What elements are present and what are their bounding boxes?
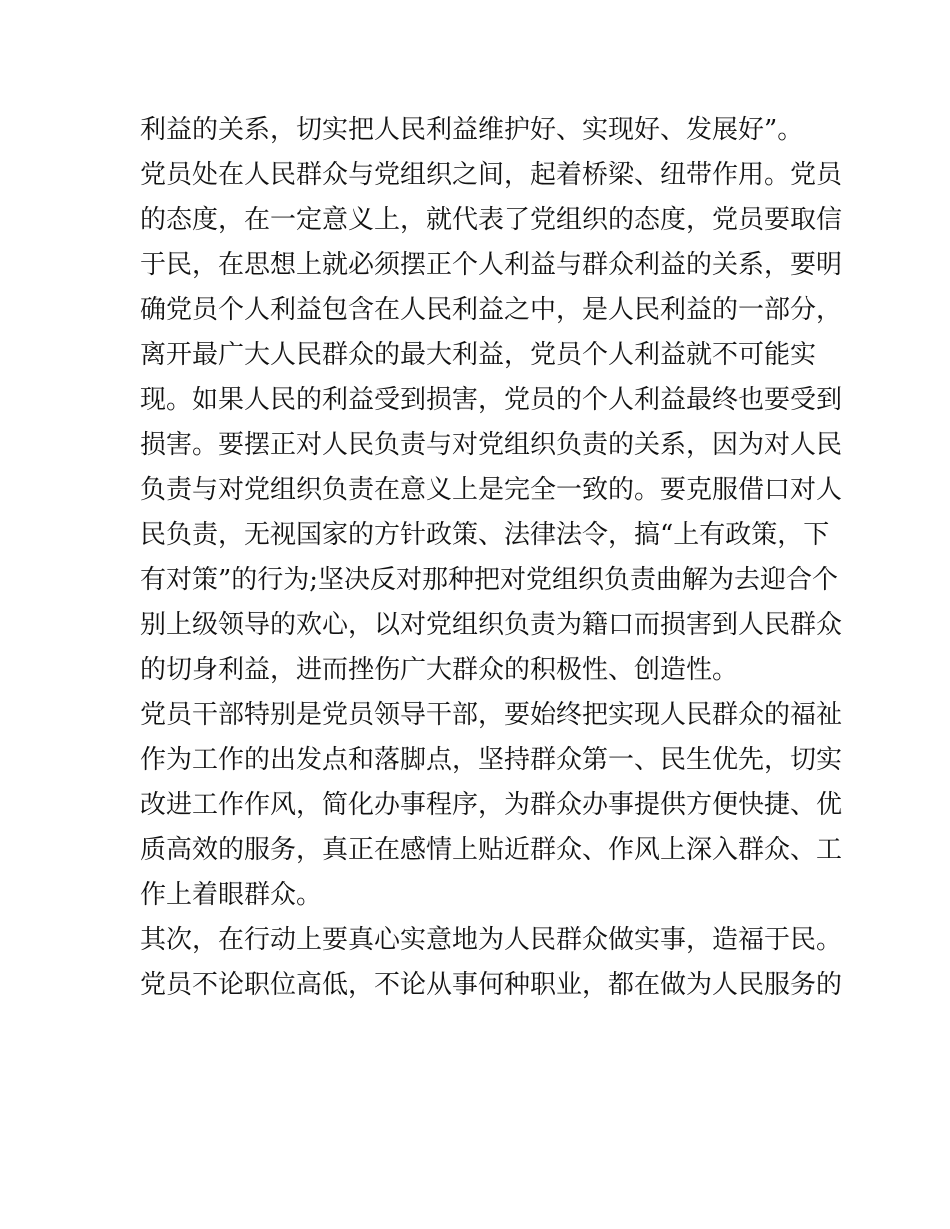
text-line: 损害。要摆正对人民负责与对党组织负责的关系，因为对人民 [140, 430, 843, 460]
text-line: 党员干部特别是党员领导干部，要始终把实现人民群众的福祉 [140, 700, 843, 730]
body-text [140, 108, 843, 1008]
text-line: 其次，在行动上要真心实意地为人民群众做实事，造福于民。 [140, 925, 843, 955]
text-line: 党员处在人民群众与党组织之间，起着桥梁、纽带作用。党员 [140, 160, 843, 190]
text-line: 作为工作的出发点和落脚点，坚持群众第一、民生优先，切实 [140, 745, 843, 775]
text-line: 于民，在思想上就必须摆正个人利益与群众利益的关系，要明 [140, 250, 843, 280]
text-line: 现。如果人民的利益受到损害，党员的个人利益最终也要受到 [140, 385, 843, 415]
text-line: 质高效的服务，真正在感情上贴近群众、作风上深入群众、工 [140, 835, 843, 865]
text-line: 确党员个人利益包含在人民利益之中，是人民利益的一部分， [140, 295, 843, 325]
text-line: 有对策”的行为;坚决反对那种把对党组织负责曲解为去迎合个 [140, 565, 839, 595]
text-line: 民负责，无视国家的方针政策、法律法令，搞“上有政策，下 [140, 520, 830, 550]
text-line: 离开最广大人民群众的最大利益，党员个人利益就不可能实 [140, 340, 817, 370]
text-line: 利益的关系，切实把人民利益维护好、实现好、发展好”。 [140, 115, 804, 145]
text-line: 党员不论职位高低，不论从事何种职业，都在做为人民服务的 [140, 970, 843, 1000]
text-line: 别上级领导的欢心，以对党组织负责为籍口而损害到人民群众 [140, 610, 843, 640]
text-line: 的态度，在一定意义上，就代表了党组织的态度，党员要取信 [140, 205, 843, 235]
text-line: 作上着眼群众。 [140, 880, 323, 910]
text-line: 负责与对党组织负责在意义上是完全一致的。要克服借口对人 [140, 475, 843, 505]
text-line: 改进工作作风，简化办事程序，为群众办事提供方便快捷、优 [140, 790, 843, 820]
text-line: 的切身利益，进而挫伤广大群众的积极性、创造性。 [140, 655, 739, 685]
